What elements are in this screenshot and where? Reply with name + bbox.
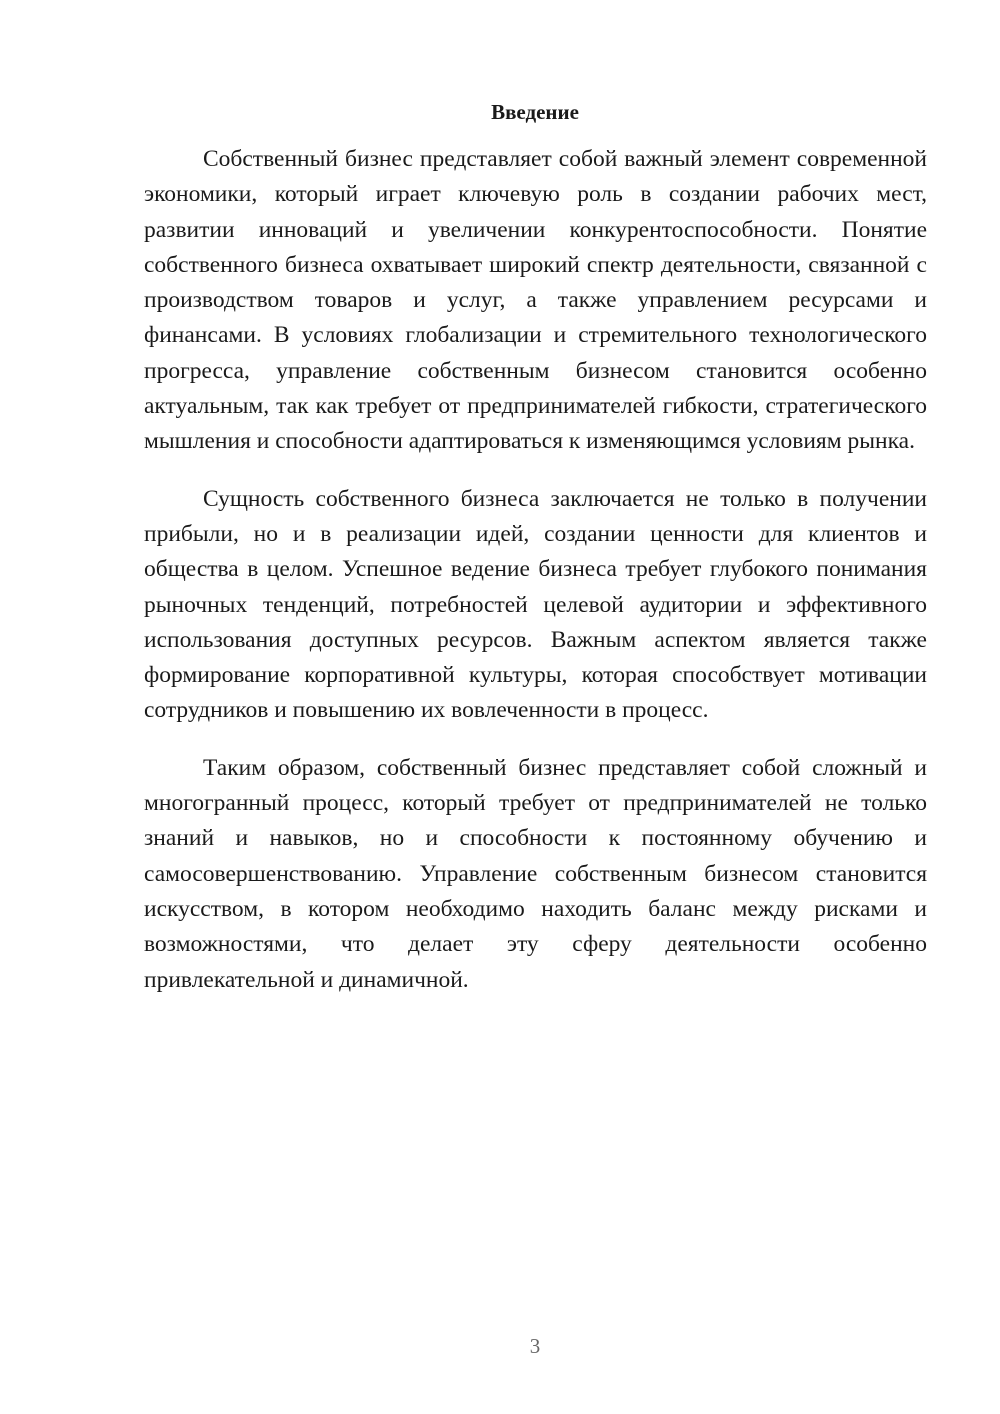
paragraph-3: Таким образом, собственный бизнес представляет собой сложный и многогранный процесс, который требует от предпринимателей не только знаний и навыков, но и способности к постоянному обучению и самосовершенствованию. Управление собственным бизнесом становится искусством, в котором необходимо находить баланс между рисками и возможностями, что делает эту сферу деятельности особенно привлекательной и динамичной. (144, 754, 927, 993)
paragraph-1: Собственный бизнес представляет собой важный элемент современной экономики, который играет ключевую роль в создании рабочих мест, развитии инноваций и увеличении конкурентоспособности. Понятие собственного бизнеса охватывает широкий спектр деятельности, связанной с производством товаров и услуг, а также управлением ресурсами и финансами. В условиях глобализации и стремительного технологического прогресса, управление собственным бизнесом становится особенно актуальным, так как требует от предпринимателей гибкости, стратегического мышления и способности адаптироваться к изменяющимся условиям рынка. (144, 146, 927, 455)
paragraph-2: Сущность собственного бизнеса заключается не только в получении прибыли, но и в реализации идей, создании ценности для клиентов и общества в целом. Успешное ведение бизнеса требует глубокого понимания рыночных тенденций, потребностей целевой аудитории и эффективного использования доступных ресурсов. Важным аспектом является также формирование корпоративной культуры, которая способствует мотивации сотрудников и повышению их вовлеченности в процесс. (144, 485, 927, 724)
body-text (144, 142, 927, 1020)
section-heading: Введение (491, 100, 579, 124)
page-number: 3 (529, 1334, 541, 1358)
